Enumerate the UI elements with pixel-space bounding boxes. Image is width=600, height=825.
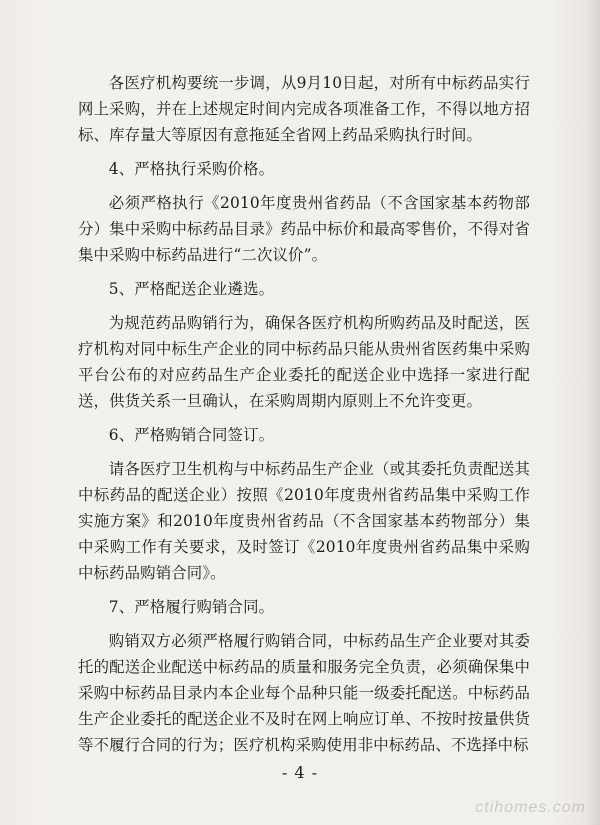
paragraph-price-execution: 必须严格执行《2010年度贵州省药品（不含国家基本药物部分）集中采购中标药品目录》药品中标价和最高零售价，不得对省集中采购中标药品进行“二次议价”。 [78,194,530,264]
watermark: ctihomes.com [475,799,586,816]
scan-edge-shadow [586,0,600,825]
heading-contract-performance: 7、严格履行购销合同。 [108,598,275,616]
paragraph-contract-signing: 请各医疗卫生机构与中标药品生产企业（或其委托负责配送其中标药品的配送企业）按照《2010年度贵州省药品集中采购工作实施方案》和2010年度贵州省药品（不含国家基本药物部分）集中采购工作有关要求，及时签订《2010年度贵州省药品集中采购中标药品购销合同》。 [78,460,530,582]
heading-contract-signing: 6、严格购销合同签订。 [108,426,275,444]
document-body [78,70,530,766]
paragraph-online-procurement: 各医疗机构要统一步调，从9月10日起，对所有中标药品实行网上采购，并在上述规定时间内完成各项准备工作，不得以地方招标、库存量大等原因有意拖延全省网上药品采购执行时间。 [78,74,530,144]
page-number: - 4 - [281,763,319,782]
heading-distributor-selection: 5、严格配送企业遴选。 [108,280,275,298]
paragraph-contract-performance: 购销双方必须严格履行购销合同，中标药品生产企业要对其委托的配送企业配送中标药品的质量和服务完全负责，必须确保集中采购中标药品目录内本企业每个品种只能一级委托配送。中标药品生产企业委托的配送企业不及时在网上响应订单、不按时按量供货等不履行合同的行为；医疗机构采购使用非中标药品、不选择中标 [78,632,530,754]
paragraph-distributor-selection: 为规范药品购销行为，确保各医疗机构所购药品及时配送，医疗机构对同中标生产企业的同中标药品只能从贵州省医药集中采购平台公布的对应药品生产企业委托的配送企业中选择一家进行配送，供货关系一旦确认，在采购周期内原则上不允许变更。 [78,314,530,410]
heading-price-execution: 4、严格执行采购价格。 [108,160,275,178]
